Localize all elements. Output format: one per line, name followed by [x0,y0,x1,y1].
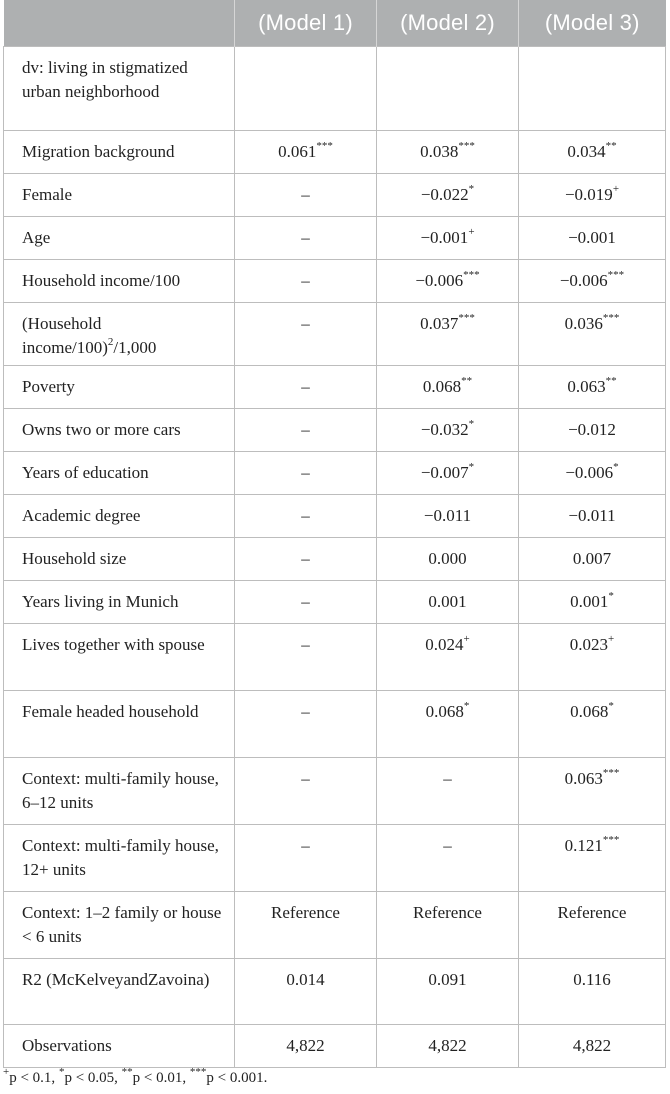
coefficient-value: – [301,769,310,788]
significance-stars: *** [602,312,620,325]
significance-stars: * [613,461,619,474]
footnote-text: p < 0.001. [206,1070,268,1086]
model-3-cell [519,131,666,174]
significance-stars: ** [461,375,473,388]
coefficient-value: 0.068 [425,702,464,721]
table-row [4,758,666,825]
coefficient-value: 0.063 [567,377,606,396]
model-2-cell [377,47,519,131]
table-row [4,892,666,959]
model-3-cell [519,303,666,366]
row-label: (Household income/100) [22,314,108,357]
row-label: Observations [22,1036,112,1055]
footnote-text: p < 0.01, [132,1070,190,1086]
coefficient-value: 0.024 [425,635,464,654]
regression-table-container [3,0,665,1068]
coefficient-value: −0.006 [565,463,614,482]
table-row [4,366,666,409]
model-1-cell [235,47,377,131]
model-3-cell [519,1025,666,1068]
coefficient-value: 0.091 [428,970,467,989]
model-1-cell [235,131,377,174]
row-label-cell [4,758,235,825]
coefficient-value: 0.038 [420,142,459,161]
coefficient-value: 0.063 [564,769,603,788]
row-label-superscript: 2 [107,336,114,349]
row-label-cell [4,691,235,758]
coefficient-value: 0.116 [573,970,611,989]
model-2-cell [377,624,519,691]
row-label: dv: living in stigmatized urban neighborhood [22,58,188,101]
header-model-2: (Model 2) [377,0,519,47]
model-3-cell [519,495,666,538]
table-row [4,47,666,131]
row-label: Poverty [22,377,75,396]
row-label-cell [4,47,235,131]
row-label: R2 (McKelveyandZavoina) [22,970,210,989]
table-row [4,581,666,624]
model-3-cell [519,959,666,1025]
coefficient-value: −0.012 [568,420,616,439]
coefficient-value: 0.068 [570,702,609,721]
row-label-cell [4,131,235,174]
significance-stars: ** [605,375,617,388]
coefficient-value: 4,822 [286,1036,325,1055]
coefficient-value: Reference [413,903,482,922]
model-2-cell [377,495,519,538]
significance-stars: + [463,633,470,646]
model-2-cell [377,581,519,624]
model-2-cell [377,452,519,495]
header-model-1: (Model 1) [235,0,377,47]
table-row [4,538,666,581]
significance-stars: * [468,183,475,196]
coefficient-value: −0.022 [420,185,469,204]
model-2-cell [377,892,519,959]
model-1-cell [235,1025,377,1068]
model-3-cell [519,581,666,624]
coefficient-value: – [301,314,310,333]
significance-stars: * [608,700,614,713]
row-label: Lives together with spouse [22,635,205,654]
table-body [4,47,666,1068]
coefficient-value: 0.121 [564,836,603,855]
model-1-cell [235,303,377,366]
model-3-cell [519,174,666,217]
footnote-symbol: ** [121,1066,133,1078]
coefficient-value: −0.019 [564,185,613,204]
model-1-cell [235,959,377,1025]
row-label: Female headed household [22,702,199,721]
coefficient-value: 0.014 [286,970,325,989]
model-3-cell [519,624,666,691]
coefficient-value: – [301,271,310,290]
coefficient-value: −0.032 [420,420,469,439]
model-1-cell [235,581,377,624]
coefficient-value: 0.036 [564,314,603,333]
row-label-cell [4,217,235,260]
row-label: Context: 1–2 family or house < 6 units [22,903,222,946]
row-label-cell [4,825,235,892]
model-1-cell [235,174,377,217]
significance-stars: *** [458,140,475,153]
model-2-cell [377,131,519,174]
coefficient-value: −0.006 [415,271,464,290]
model-2-cell [377,825,519,892]
coefficient-value: 0.023 [569,635,609,654]
model-3-cell [519,758,666,825]
coefficient-value: – [301,702,310,721]
table-header-row [4,0,666,47]
model-3-cell [519,452,666,495]
table-row [4,959,666,1025]
table-row [4,217,666,260]
coefficient-value: Reference [557,903,627,922]
coefficient-value: −0.006 [559,271,608,290]
coefficient-value: 0.061 [278,142,317,161]
model-2-cell [377,366,519,409]
table-row [4,174,666,217]
model-1-cell [235,825,377,892]
significance-stars: + [468,226,475,239]
coefficient-value: – [301,549,310,568]
row-label: Age [22,228,51,247]
model-3-cell [519,217,666,260]
row-label-cell [4,366,235,409]
row-label-cell [4,624,235,691]
coefficient-value: 0.068 [422,377,462,396]
row-label: Household size [22,549,127,568]
table-row [4,691,666,758]
significance-stars: *** [607,269,625,282]
model-3-cell [519,409,666,452]
row-label-cell [4,1025,235,1068]
significance-stars: * [608,590,614,603]
coefficient-value: −0.011 [568,506,616,525]
table-row [4,1025,666,1068]
model-1-cell [235,452,377,495]
model-1-cell [235,260,377,303]
header-blank [4,0,235,47]
table-row [4,303,666,366]
footnote-text: p < 0.1, [9,1070,59,1086]
regression-table [3,0,666,1068]
row-label-cell [4,959,235,1025]
significance-stars: *** [602,767,620,780]
table-row [4,624,666,691]
row-label: Owns two or more cars [22,420,181,439]
model-1-cell [235,217,377,260]
model-1-cell [235,691,377,758]
table-row [4,409,666,452]
row-label-cell [4,538,235,581]
significance-stars: + [612,183,620,196]
model-3-cell [519,825,666,892]
model-2-cell [377,260,519,303]
row-label-cell [4,452,235,495]
coefficient-value: – [301,228,310,247]
coefficient-value: 0.037 [420,314,459,333]
model-2-cell [377,959,519,1025]
significance-stars: ** [605,140,617,153]
model-1-cell [235,538,377,581]
table-row [4,825,666,892]
row-label: Years of education [22,463,149,482]
table-row [4,495,666,538]
model-2-cell [377,691,519,758]
footnote-symbol: * [58,1066,65,1078]
row-label-cell [4,495,235,538]
model-3-cell [519,260,666,303]
coefficient-value: – [301,836,310,855]
coefficient-value: 4,822 [572,1036,612,1055]
footnote-symbol: + [3,1066,10,1078]
table-row [4,131,666,174]
model-1-cell [235,366,377,409]
coefficient-value: – [301,185,310,204]
coefficient-value: 0.034 [567,142,606,161]
model-1-cell [235,624,377,691]
coefficient-value: – [301,463,310,482]
model-3-cell [519,47,666,131]
model-2-cell [377,758,519,825]
row-label-cell [4,303,235,366]
row-label: Context: multi-family house, 12+ units [22,836,219,879]
significance-stars: * [463,700,470,713]
significance-stars: *** [316,140,333,153]
coefficient-value: 0.001 [428,592,467,611]
row-label: Academic degree [22,506,141,525]
coefficient-value: 0.000 [428,549,467,568]
model-2-cell [377,303,519,366]
row-label-cell [4,260,235,303]
coefficient-value: 0.001 [570,592,609,611]
row-label: Years living in Munich [22,592,179,611]
footnote-symbol: *** [189,1066,207,1078]
model-3-cell [519,691,666,758]
coefficient-value: – [301,377,310,396]
row-label-tail: /1,000 [113,338,157,357]
significance-stars: + [608,633,615,646]
row-label: Female [22,185,73,204]
significance-footnote [3,1066,268,1087]
coefficient-value: – [301,635,310,654]
row-label: Context: multi-family house, 6–12 units [22,769,219,812]
coefficient-value: −0.001 [568,228,616,247]
coefficient-value: 0.007 [572,549,612,568]
model-3-cell [519,538,666,581]
model-2-cell [377,217,519,260]
coefficient-value: 4,822 [428,1036,467,1055]
coefficient-value: −0.001 [420,228,469,247]
model-2-cell [377,409,519,452]
significance-stars: * [468,418,475,431]
coefficient-value: – [301,420,310,439]
row-label-cell [4,174,235,217]
row-label-cell [4,409,235,452]
coefficient-value: – [301,592,310,611]
significance-stars: * [468,461,475,474]
model-1-cell [235,409,377,452]
row-label-cell [4,581,235,624]
model-1-cell [235,892,377,959]
row-label-cell [4,892,235,959]
coefficient-value: – [443,836,452,855]
model-2-cell [377,538,519,581]
header-model-3: (Model 3) [519,0,666,47]
model-1-cell [235,495,377,538]
model-2-cell [377,174,519,217]
coefficient-value: −0.007 [420,463,469,482]
coefficient-value: −0.011 [423,506,472,525]
significance-stars: *** [463,269,480,282]
footnote-text: p < 0.05, [64,1070,122,1086]
coefficient-value: Reference [271,903,340,922]
model-3-cell [519,366,666,409]
model-2-cell [377,1025,519,1068]
model-1-cell [235,758,377,825]
table-row [4,260,666,303]
coefficient-value: – [443,769,452,788]
row-label: Household income/100 [22,271,181,290]
significance-stars: *** [602,834,620,847]
model-3-cell [519,892,666,959]
significance-stars: *** [458,312,475,325]
row-label: Migration background [22,142,175,161]
table-row [4,452,666,495]
coefficient-value: – [301,506,310,525]
